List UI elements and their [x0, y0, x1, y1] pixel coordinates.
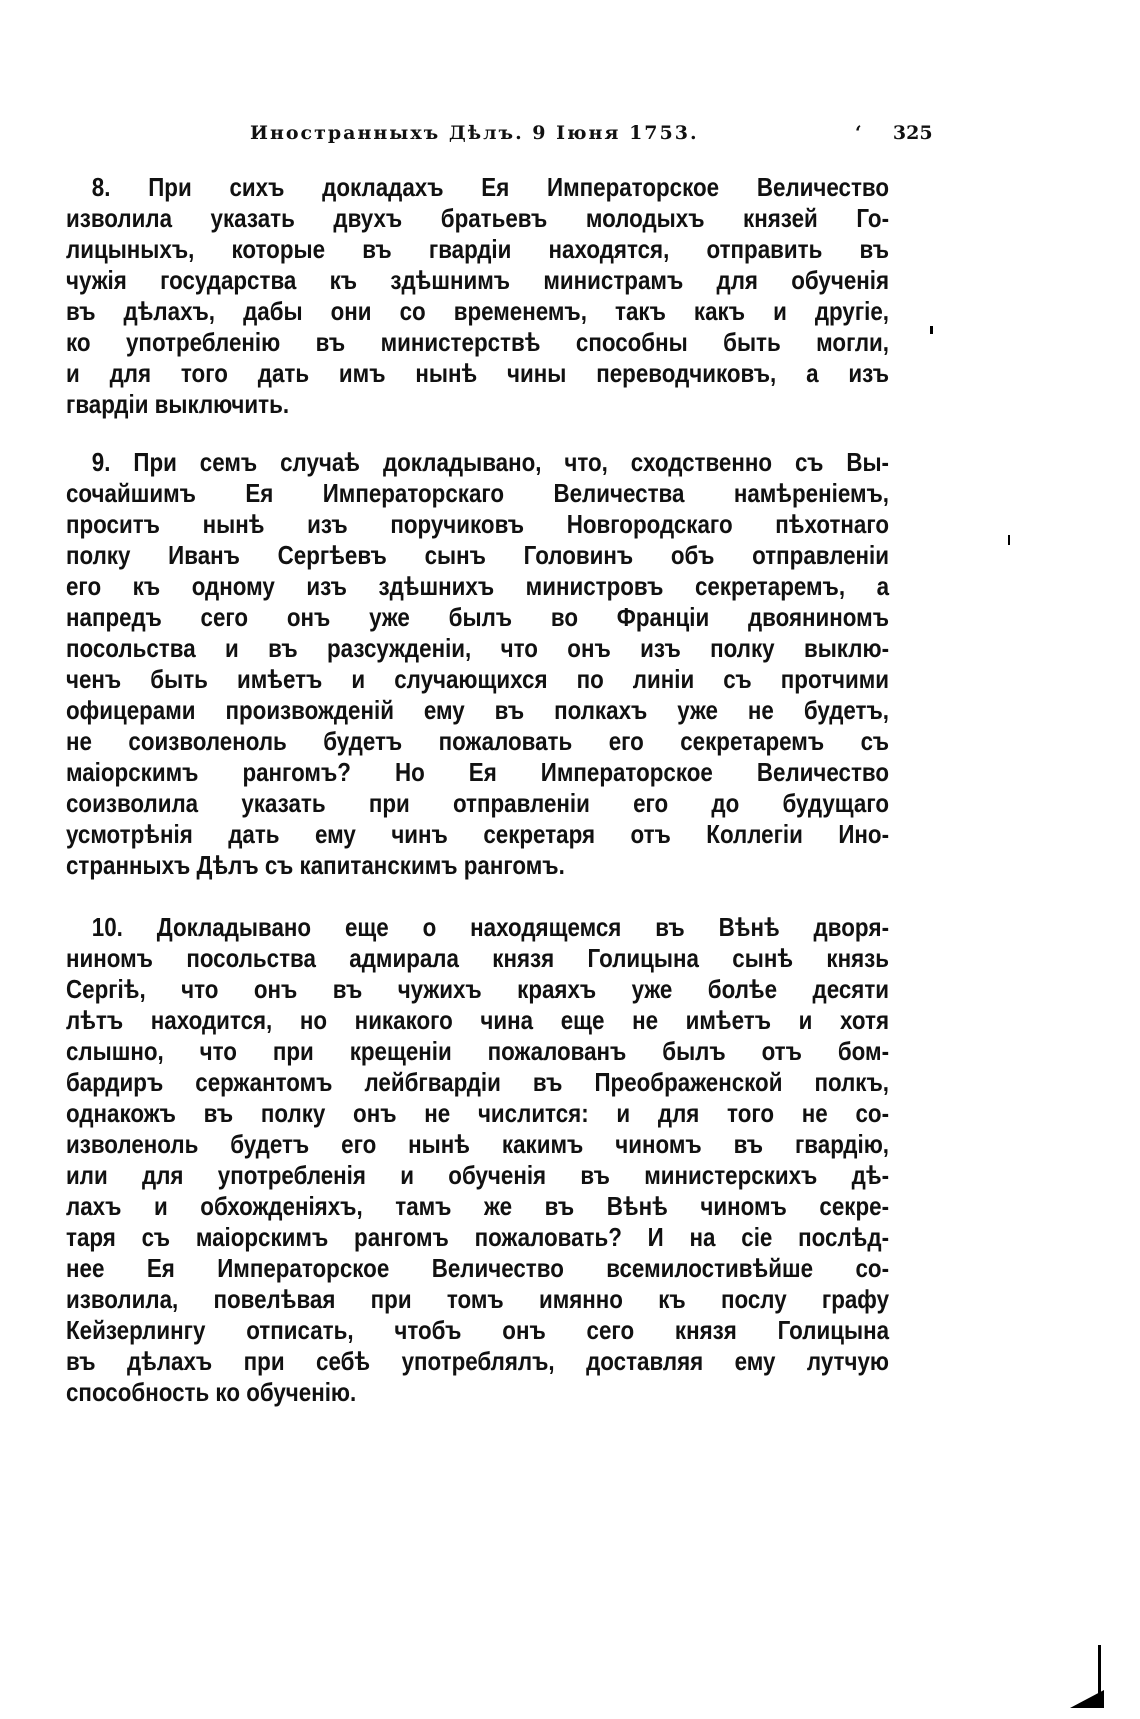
text-line: напредъ сего онъ уже былъ во Франціи двояниномъ — [66, 602, 890, 632]
text-line: чужія государства къ здѣшнимъ министрамъ для обученія — [66, 265, 890, 295]
tick-mark: ‘ — [855, 122, 862, 144]
text-line: лахъ и обхожденіяхъ, тамъ же въ Вѣнѣ чиномъ секре- — [66, 1191, 890, 1221]
text-line: соизволила указать при отправленіи его до будущаго — [66, 788, 890, 818]
text-line: лѣтъ находится, но никакого чина еще не имѣетъ и хотя — [66, 1005, 890, 1035]
text-line: 9. При семъ случаѣ докладывано, что, сходственно съ Вы- — [91, 447, 890, 477]
text-line: способность ко обученію. — [66, 1377, 357, 1407]
text-line: офицерами произвожденій ему въ полкахъ уже не будетъ, — [66, 695, 890, 725]
text-line: ченъ быть имѣетъ и случающихся по линіи съ протчими — [66, 664, 890, 694]
running-title: Иностранныхъ Дѣлъ. 9 Іюня 1753. — [250, 122, 699, 144]
text-line: въ дѣлахъ, дабы они со временемъ, такъ какъ и другіе, — [66, 296, 890, 326]
text-line: или для употребленія и обученія въ министерскихъ дѣ- — [66, 1160, 890, 1190]
scan-speck — [1008, 535, 1010, 545]
text-line: ниномъ посольства адмирала князя Голицына сынѣ князь — [66, 943, 890, 973]
text-line: Кейзерлингу отписать, чтобъ онъ сего князя Голицына — [66, 1315, 890, 1345]
text-line: не соизволеноль будетъ пожаловать его секретаремъ съ — [66, 726, 890, 756]
text-line: бардиръ сержантомъ лейбгвардіи въ Преображенской полкъ, — [66, 1067, 890, 1097]
text-line: полку Иванъ Сергѣевъ сынъ Головинъ объ отправленіи — [66, 540, 890, 570]
text-line: лицыныхъ, которые въ гвардіи находятся, отправить въ — [66, 234, 890, 264]
text-line: изволеноль будетъ его нынѣ какимъ чиномъ въ гвардію, — [66, 1129, 890, 1159]
page-number: 325 — [892, 122, 933, 144]
text-line: нее Ея Императорское Величество всемилостивѣйше со- — [66, 1253, 890, 1283]
text-line: изволила, повелѣвая при томъ имянно къ послу графу — [66, 1284, 890, 1314]
text-line: и для того дать имъ нынѣ чины переводчиковъ, а изъ — [66, 358, 890, 388]
text-line: проситъ нынѣ изъ поручиковъ Новгородскаго пѣхотнаго — [66, 509, 890, 539]
text-line: таря съ маіорскимъ рангомъ пожаловать? И на сіе послѣд- — [66, 1222, 890, 1252]
text-line: однакожъ въ полку онъ не числится: и для того не со- — [66, 1098, 890, 1128]
text-line: изволила указать двухъ братьевъ молодыхъ князей Го- — [66, 203, 890, 233]
scan-speck — [930, 326, 933, 334]
text-line: его къ одному изъ здѣшнихъ министровъ секретаремъ, а — [66, 571, 890, 601]
text-line: слышно, что при крещеніи пожалованъ былъ отъ бом- — [66, 1036, 890, 1066]
page-number-block — [855, 122, 933, 144]
text-line: гвардіи выключить. — [66, 389, 290, 419]
text-line: маіорскимъ рангомъ? Но Ея Императорское Величество — [66, 757, 890, 787]
paragraph-8 — [66, 172, 889, 420]
text-line: странныхъ Дѣлъ съ капитанскимъ рангомъ. — [66, 850, 565, 880]
text-line: посольства и въ разсужденіи, что онъ изъ полку выклю- — [66, 633, 890, 663]
text-line: сочайшимъ Ея Императорскаго Величества намѣреніемъ, — [66, 478, 890, 508]
paragraph-10 — [66, 912, 889, 1408]
text-line: 8. При сихъ докладахъ Ея Императорское Величество — [91, 172, 890, 202]
text-line: усмотрѣнія дать ему чинъ секретаря отъ Коллегіи Ино- — [66, 819, 890, 849]
text-line: ко употребленію въ министерствѣ способны быть могли, — [66, 327, 890, 357]
text-line: въ дѣлахъ при себѣ употреблялъ, доставляя ему лутчую — [66, 1346, 890, 1376]
text-line: Сергіѣ, что онъ въ чужихъ краяхъ уже болѣе десяти — [66, 974, 890, 1004]
paragraph-9 — [66, 447, 889, 881]
text-line: 10. Докладывано еще о находящемся въ Вѣнѣ двоpя- — [91, 912, 890, 942]
